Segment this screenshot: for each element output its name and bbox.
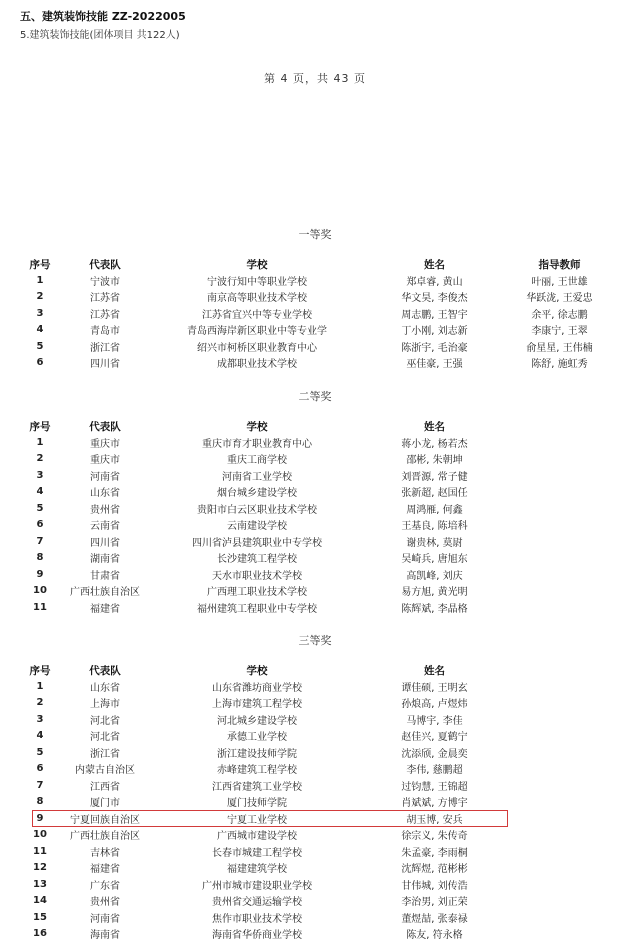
first-prize-title: 一等奖: [298, 228, 332, 241]
cell-empty: [507, 500, 612, 517]
table-row: [22, 728, 612, 745]
cell-school: 焦作市职业技术学校: [212, 913, 302, 925]
cell-index: 2: [36, 291, 44, 303]
cell-names: 华文昊, 李俊杰: [401, 293, 468, 305]
cell-index: 5: [36, 340, 44, 352]
cell-teacher: 陈舒, 施虹秀: [531, 359, 588, 371]
table-row: [22, 909, 612, 926]
cell-team: 福建省: [90, 864, 120, 876]
cell-names: 蒋小龙, 杨若杰: [401, 438, 468, 450]
table-row: [22, 451, 612, 468]
cell-school: 广西理工职业技术学校: [207, 587, 307, 599]
cell-names: 胡玉博, 安兵: [406, 814, 463, 826]
cell-school: 承德工业学校: [227, 732, 287, 744]
cell-names: 马博宇, 李佳: [406, 715, 463, 727]
cell-team: 河南省: [90, 913, 120, 925]
cell-index: 7: [36, 779, 44, 791]
cell-names: 王基良, 陈培科: [401, 521, 468, 533]
cell-names: 谭佳硕, 王明玄: [401, 682, 468, 694]
table-row: [22, 711, 612, 728]
cell-school: 贵州省交通运输学校: [212, 897, 302, 909]
cell-names: 丁小刚, 刘志新: [401, 326, 468, 338]
cell-team: 重庆市: [90, 455, 120, 467]
cell-index: 15: [33, 911, 47, 923]
cell-index: 8: [36, 552, 44, 564]
cell-names: 孙烺高, 卢煜炜: [401, 699, 468, 711]
cell-empty: [507, 810, 612, 827]
cell-school: 广西城市建设学校: [217, 831, 297, 843]
cell-empty: [507, 467, 612, 484]
cell-empty: [507, 484, 612, 501]
cell-names: 朱孟豪, 李雨桐: [401, 847, 468, 859]
cell-school: 海南省华侨商业学校: [212, 930, 302, 942]
cell-index: 10: [33, 829, 47, 841]
cell-school: 四川省泸县建筑职业中专学校: [192, 537, 322, 549]
cell-team: 贵州省: [90, 897, 120, 909]
cell-index: 13: [33, 878, 47, 890]
cell-empty: [507, 827, 612, 844]
cell-school: 江西省建筑工业学校: [212, 781, 302, 793]
cell-index: 1: [36, 274, 44, 286]
table-row: [22, 893, 612, 910]
table-row: [22, 794, 612, 811]
col-header-school: 学校: [246, 258, 268, 271]
cell-school: 贵阳市白云区职业技术学校: [197, 504, 317, 516]
section-heading: 五、建筑装饰技能 ZZ-2022005: [20, 10, 186, 23]
cell-names: 沈添颀, 金晨奕: [401, 748, 468, 760]
cell-team: 湖南省: [90, 554, 120, 566]
cell-school: 山东省潍坊商业学校: [212, 682, 302, 694]
cell-names: 易方旭, 黄光明: [401, 587, 468, 599]
cell-empty: [507, 893, 612, 910]
cell-empty: [507, 909, 612, 926]
table-row: [22, 272, 612, 289]
cell-teacher: 李康宁, 王翠: [531, 326, 588, 338]
cell-index: 9: [36, 812, 44, 824]
cell-names: 周志鹏, 王智宇: [401, 309, 468, 321]
cell-names: 赵佳兴, 夏鹤宁: [401, 732, 468, 744]
cell-names: 张新超, 赵国任: [401, 488, 468, 500]
col-header-school: 学校: [246, 420, 268, 433]
cell-school: 广州市城市建设职业学校: [202, 880, 312, 892]
cell-index: 14: [33, 895, 47, 907]
cell-school: 宁夏工业学校: [227, 814, 287, 826]
col-header-teacher: 指导教师: [538, 258, 581, 271]
col-header-index: 序号: [29, 420, 51, 433]
cell-index: 3: [36, 469, 44, 481]
highlight-box: [32, 810, 508, 827]
cell-team: 海南省: [90, 930, 120, 942]
cell-index: 7: [36, 535, 44, 547]
cell-school: 青岛西海岸新区职业中等专业学: [187, 326, 327, 338]
col-header-team: 代表队: [89, 258, 121, 271]
cell-names: 过钧慧, 王锦超: [401, 781, 468, 793]
cell-index: 2: [36, 697, 44, 709]
cell-team: 河北省: [90, 715, 120, 727]
cell-empty: [507, 926, 612, 943]
cell-index: 1: [36, 436, 44, 448]
table-header-row: [22, 662, 612, 678]
cell-names: 董煜喆, 张泰禄: [401, 913, 468, 925]
cell-team: 江苏省: [90, 309, 120, 321]
table-row: [22, 338, 612, 355]
second-prize-table: [22, 418, 612, 616]
cell-school: 重庆市育才职业教育中心: [202, 438, 312, 450]
cell-school: 河北城乡建设学校: [217, 715, 297, 727]
table-row: [22, 926, 612, 943]
cell-names: 巫佳豪, 王强: [406, 359, 463, 371]
col-header-index: 序号: [29, 258, 51, 271]
col-header-school: 学校: [246, 664, 268, 677]
table-header-row: [22, 256, 612, 272]
cell-team: 四川省: [90, 359, 120, 371]
event-subheading: 5.建筑装饰技能(团体项目 共122人): [20, 30, 180, 41]
cell-index: 8: [36, 796, 44, 808]
cell-team: 贵州省: [90, 504, 120, 516]
third-prize-table: [22, 662, 612, 942]
cell-empty: [507, 860, 612, 877]
cell-school: 长春市城建工程学校: [212, 847, 302, 859]
cell-index: 6: [36, 763, 44, 775]
cell-school: 烟台城乡建设学校: [217, 488, 297, 500]
cell-school: 福州建筑工程职业中专学校: [197, 603, 317, 615]
second-prize-title: 二等奖: [298, 390, 332, 403]
page-number: 第 4 页，共 43 页: [264, 72, 366, 85]
table-row: [22, 322, 612, 339]
cell-empty: [507, 794, 612, 811]
cell-index: 11: [33, 845, 47, 857]
cell-index: 4: [36, 486, 44, 498]
cell-team: 山东省: [90, 682, 120, 694]
cell-index: 9: [36, 568, 44, 580]
first-prize-body: [22, 272, 612, 371]
table-row: [22, 761, 612, 778]
cell-empty: [507, 678, 612, 695]
cell-index: 4: [36, 730, 44, 742]
cell-school: 南京高等职业技术学校: [207, 293, 307, 305]
cell-names: 李治男, 刘正荣: [401, 897, 468, 909]
cell-names: 肖斌斌, 方博宇: [401, 798, 468, 810]
cell-school: 宁波行知中等职业学校: [207, 276, 307, 288]
cell-names: 陈友, 符永格: [406, 930, 463, 942]
cell-index: 3: [36, 307, 44, 319]
cell-school: 成都职业技术学校: [217, 359, 297, 371]
table-row: [22, 289, 612, 306]
cell-index: 4: [36, 324, 44, 336]
cell-index: 3: [36, 713, 44, 725]
cell-index: 10: [33, 585, 47, 597]
cell-team: 浙江省: [90, 748, 120, 760]
cell-index: 16: [33, 928, 47, 940]
table-row: [22, 827, 612, 844]
table-row: [22, 583, 612, 600]
col-header-names: 姓名: [424, 420, 445, 433]
cell-team: 甘肃省: [90, 570, 120, 582]
cell-team: 宁夏回族自治区: [70, 814, 140, 826]
cell-empty: [507, 843, 612, 860]
cell-school: 绍兴市柯桥区职业教育中心: [197, 342, 317, 354]
cell-empty: [507, 599, 612, 616]
cell-team: 浙江省: [90, 342, 120, 354]
table-row: [22, 678, 612, 695]
cell-school: 河南省工业学校: [222, 471, 292, 483]
cell-school: 上海市建筑工程学校: [212, 699, 302, 711]
cell-school: 长沙建筑工程学校: [217, 554, 297, 566]
cell-empty: [507, 434, 612, 451]
cell-names: 邵彬, 朱朝坤: [406, 455, 463, 467]
table-row: [22, 305, 612, 322]
cell-empty: [507, 517, 612, 534]
cell-index: 6: [36, 357, 44, 369]
cell-team: 山东省: [90, 488, 120, 500]
table-row: [22, 777, 612, 794]
cell-index: 2: [36, 453, 44, 465]
first-prize-table: [22, 256, 612, 371]
table-row: [22, 467, 612, 484]
col-header-empty: [507, 662, 612, 678]
col-header-team: 代表队: [89, 420, 121, 433]
cell-school: 厦门技师学院: [227, 798, 287, 810]
cell-names: 高凯峰, 刘庆: [406, 570, 463, 582]
table-row: [22, 434, 612, 451]
cell-names: 刘晋源, 常子健: [401, 471, 468, 483]
cell-names: 徐宗义, 朱传奇: [401, 831, 468, 843]
cell-index: 12: [33, 862, 47, 874]
cell-empty: [507, 728, 612, 745]
third-prize-title: 三等奖: [298, 634, 332, 647]
cell-empty: [507, 777, 612, 794]
table-row: [22, 744, 612, 761]
cell-empty: [507, 695, 612, 712]
cell-names: 李伟, 慈鹏超: [406, 765, 463, 777]
cell-empty: [507, 583, 612, 600]
cell-index: 6: [36, 519, 44, 531]
cell-empty: [507, 711, 612, 728]
cell-team: 江苏省: [90, 293, 120, 305]
table-row: [22, 876, 612, 893]
table-row: [22, 533, 612, 550]
cell-empty: [507, 566, 612, 583]
table-row: [22, 695, 612, 712]
cell-teacher: 俞星星, 王伟楠: [526, 342, 593, 354]
cell-team: 福建省: [90, 603, 120, 615]
cell-names: 甘伟城, 刘传浩: [401, 880, 468, 892]
table-row: [22, 599, 612, 616]
cell-empty: [507, 533, 612, 550]
cell-empty: [507, 876, 612, 893]
cell-team: 河南省: [90, 471, 120, 483]
table-row: [22, 517, 612, 534]
cell-team: 吉林省: [90, 847, 120, 859]
second-prize-body: [22, 434, 612, 616]
cell-team: 宁波市: [90, 276, 120, 288]
cell-school: 江苏省宜兴中等专业学校: [202, 309, 312, 321]
cell-school: 赤峰建筑工程学校: [217, 765, 297, 777]
cell-names: 陈辉斌, 李晶格: [401, 603, 468, 615]
cell-index: 5: [36, 746, 44, 758]
cell-team: 青岛市: [90, 326, 120, 338]
col-header-names: 姓名: [424, 664, 445, 677]
cell-school: 浙江建设技师学院: [217, 748, 297, 760]
cell-teacher: 余平, 徐志鹏: [531, 309, 588, 321]
cell-team: 广东省: [90, 880, 120, 892]
cell-index: 5: [36, 502, 44, 514]
cell-empty: [507, 744, 612, 761]
cell-empty: [507, 451, 612, 468]
table-row: [22, 484, 612, 501]
cell-school: 云南建设学校: [227, 521, 287, 533]
table-row: [22, 355, 612, 372]
cell-index: 1: [36, 680, 44, 692]
cell-names: 周鸿雁, 何鑫: [406, 504, 463, 516]
cell-names: 沈辉煜, 范彬彬: [401, 864, 468, 876]
col-header-team: 代表队: [89, 664, 121, 677]
table-row: [22, 566, 612, 583]
cell-names: 吴崎兵, 唐旭东: [401, 554, 468, 566]
table-row: [22, 860, 612, 877]
table-row: [22, 550, 612, 567]
cell-team: 内蒙古自治区: [75, 765, 135, 777]
cell-index: 11: [33, 601, 47, 613]
cell-school: 重庆工商学校: [227, 455, 287, 467]
cell-empty: [507, 761, 612, 778]
cell-team: 四川省: [90, 537, 120, 549]
col-header-empty: [507, 418, 612, 434]
cell-empty: [507, 550, 612, 567]
cell-names: 陈浙宇, 毛治豪: [401, 342, 468, 354]
col-header-index: 序号: [29, 664, 51, 677]
cell-school: 天水市职业技术学校: [212, 570, 302, 582]
cell-teacher: 华跃泷, 王爱忠: [526, 293, 593, 305]
cell-team: 河北省: [90, 732, 120, 744]
cell-team: 云南省: [90, 521, 120, 533]
table-row: [22, 500, 612, 517]
cell-team: 广西壮族自治区: [70, 587, 140, 599]
cell-names: 谢贵林, 莫尉: [406, 537, 463, 549]
table-header-row: [22, 418, 612, 434]
cell-team: 广西壮族自治区: [70, 831, 140, 843]
cell-team: 重庆市: [90, 438, 120, 450]
cell-team: 厦门市: [90, 798, 120, 810]
col-header-names: 姓名: [424, 258, 445, 271]
cell-team: 上海市: [90, 699, 120, 711]
cell-school: 福建建筑学校: [227, 864, 287, 876]
cell-names: 郑卓睿, 黄山: [406, 276, 463, 288]
cell-team: 江西省: [90, 781, 120, 793]
cell-teacher: 叶丽, 王世雄: [531, 276, 588, 288]
table-row: [22, 843, 612, 860]
